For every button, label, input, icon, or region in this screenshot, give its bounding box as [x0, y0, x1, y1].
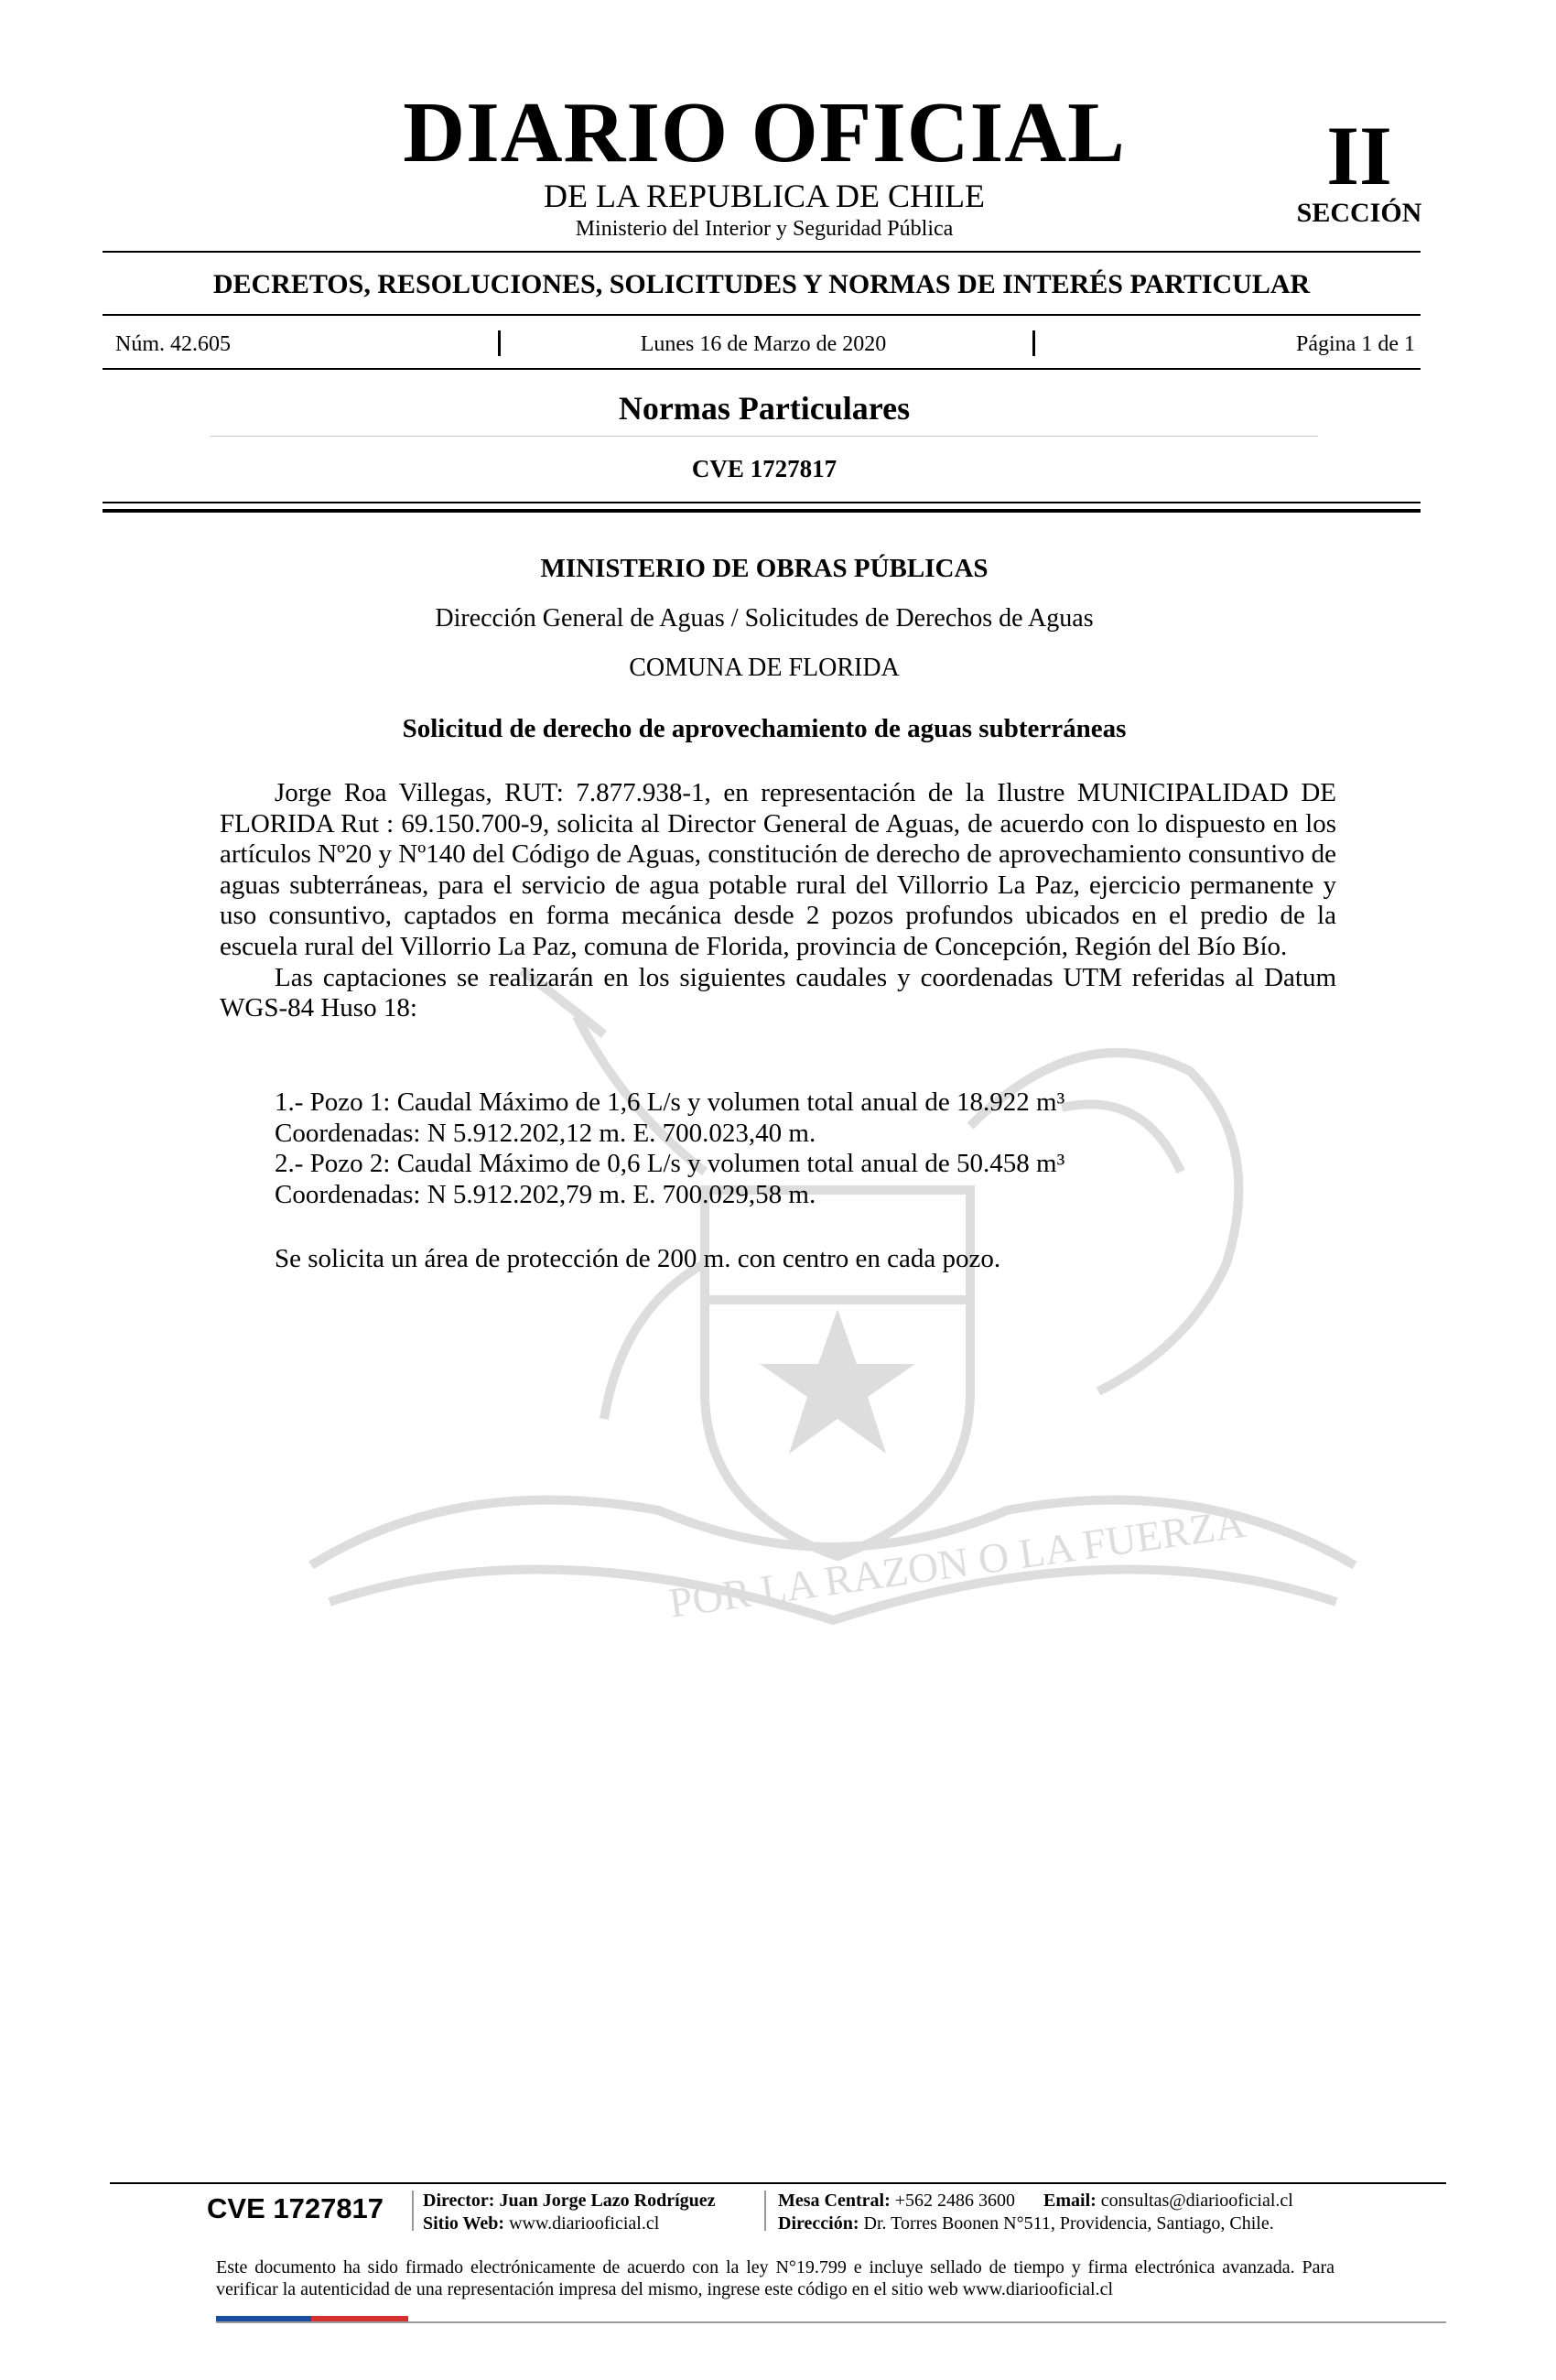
address-label: Dirección:: [778, 2213, 859, 2234]
watermark-motto: POR LA RAZON O LA FUERZA: [665, 1498, 1248, 1627]
norm-title-rule: [211, 436, 1318, 437]
address-text: Dr. Torres Boonen N°511, Providencia, Santiago, Chile.: [863, 2213, 1274, 2234]
paragraph-applicant: Jorge Roa Villegas, RUT: 7.877.938-1, en representación de la Ilustre MUNICIPALIDAD DE FLORIDA Rut : 69.150.700-9, solicita al Director General de Aguas, de acuerdo con lo dispuesto en los artículos Nº20 y Nº140 del Código de Aguas, constitución de derecho de aprovechamiento consuntivo de aguas subterráneas, para el servicio de agua potable rural del Villorrio La Paz, ejercicio permanente y uso consuntivo, captados en forma mecánica desde 2 pozos profundos ubicados en el predio de la escuela rural del Villorrio La Paz, comuna de Florida, provincia de Concepción, Región del Bío Bío.: [220, 778, 1336, 961]
header-double-rule-bottom: [103, 509, 1421, 513]
masthead-subtitle: DE LA REPUBLICA DE CHILE: [544, 178, 985, 214]
category-rule: [103, 314, 1421, 316]
footer-contact-block: [778, 2190, 1293, 2235]
well-2-coordinates: Coordenadas: N 5.912.202,79 m. E. 700.029,58 m.: [275, 1179, 816, 1209]
page-counter: Página 1 de 1: [1296, 332, 1415, 356]
footer-divider: [412, 2191, 414, 2231]
issue-number: Núm. 42.605: [115, 332, 231, 356]
norm-type-title: Normas Particulares: [618, 390, 911, 427]
comuna-line: COMUNA DE FLORIDA: [629, 654, 900, 682]
wells-list: [275, 1087, 1336, 1210]
masthead-rule: [103, 251, 1421, 253]
ministry-heading: MINISTERIO DE OBRAS PÚBLICAS: [540, 554, 989, 583]
well-1-flow: 1.- Pozo 1: Caudal Máximo de 1,6 L/s y volumen total anual de 18.922 m³: [275, 1087, 1065, 1117]
protection-area-note: Se solicita un área de protección de 200 m. con centro en cada pozo.: [275, 1244, 1001, 1273]
website-label: Sitio Web:: [423, 2213, 505, 2234]
well-2-flow: 2.- Pozo 2: Caudal Máximo de 0,6 L/s y volumen total anual de 50.458 m³: [275, 1149, 1065, 1179]
footer-divider: [764, 2191, 766, 2231]
request-body: [220, 778, 1336, 1024]
footer-rule: [110, 2182, 1446, 2184]
cve-header: CVE 1727817: [691, 455, 837, 482]
well-1-coordinates: Coordenadas: N 5.912.202,12 m. E. 700.023,40 m.: [275, 1118, 816, 1148]
header-double-rule-top: [103, 502, 1421, 503]
footer-bottom-rule: [216, 2321, 1446, 2323]
footer-cve-code: CVE 1727817: [207, 2192, 384, 2224]
coat-of-arms-watermark: [275, 961, 1391, 1666]
email-label: Email:: [1043, 2191, 1097, 2211]
website-link[interactable]: www.diariooficial.cl: [509, 2213, 660, 2234]
footer-legal-notice: Este documento ha sido firmado electrónicamente de acuerdo con la ley N°19.799 e incluye sellado de tiempo y firma electrónica avanzada. Para verificar la autenticidad de una representación impresa del mismo, ingrese este código en el sitio web www.diariooficial.cl: [216, 2257, 1334, 2299]
footer-director-block: [423, 2190, 716, 2235]
request-subject: Solicitud de derecho de aprovechamiento de aguas subterráneas: [402, 714, 1127, 743]
phone-label: Mesa Central:: [778, 2191, 891, 2211]
phone-number: +562 2486 3600: [894, 2191, 1016, 2211]
direction-line: Dirección General de Aguas / Solicitudes de Derechos de Aguas: [435, 604, 1094, 633]
email-link[interactable]: consultas@diariooficial.cl: [1100, 2191, 1293, 2211]
paragraph-captaciones: Las captaciones se realizarán en los siguientes caudales y coordenadas UTM referidas al Datum WGS-84 Huso 18:: [220, 962, 1336, 1023]
meta-rule: [103, 368, 1421, 370]
category-heading: DECRETOS, RESOLUCIONES, SOLICITUDES Y NORMAS DE INTERÉS PARTICULAR: [212, 269, 1311, 299]
director-label: Director:: [423, 2191, 495, 2211]
issue-date: Lunes 16 de Marzo de 2020: [640, 332, 887, 356]
meta-divider: [1032, 330, 1035, 356]
masthead-ministry: Ministerio del Interior y Seguridad Pública: [575, 217, 954, 241]
director-name: Juan Jorge Lazo Rodríguez: [499, 2191, 716, 2211]
masthead-title: DIARIO OFICIAL: [403, 85, 1126, 180]
section-number: II: [1326, 109, 1392, 202]
section-label: SECCIÓN: [1296, 198, 1422, 228]
